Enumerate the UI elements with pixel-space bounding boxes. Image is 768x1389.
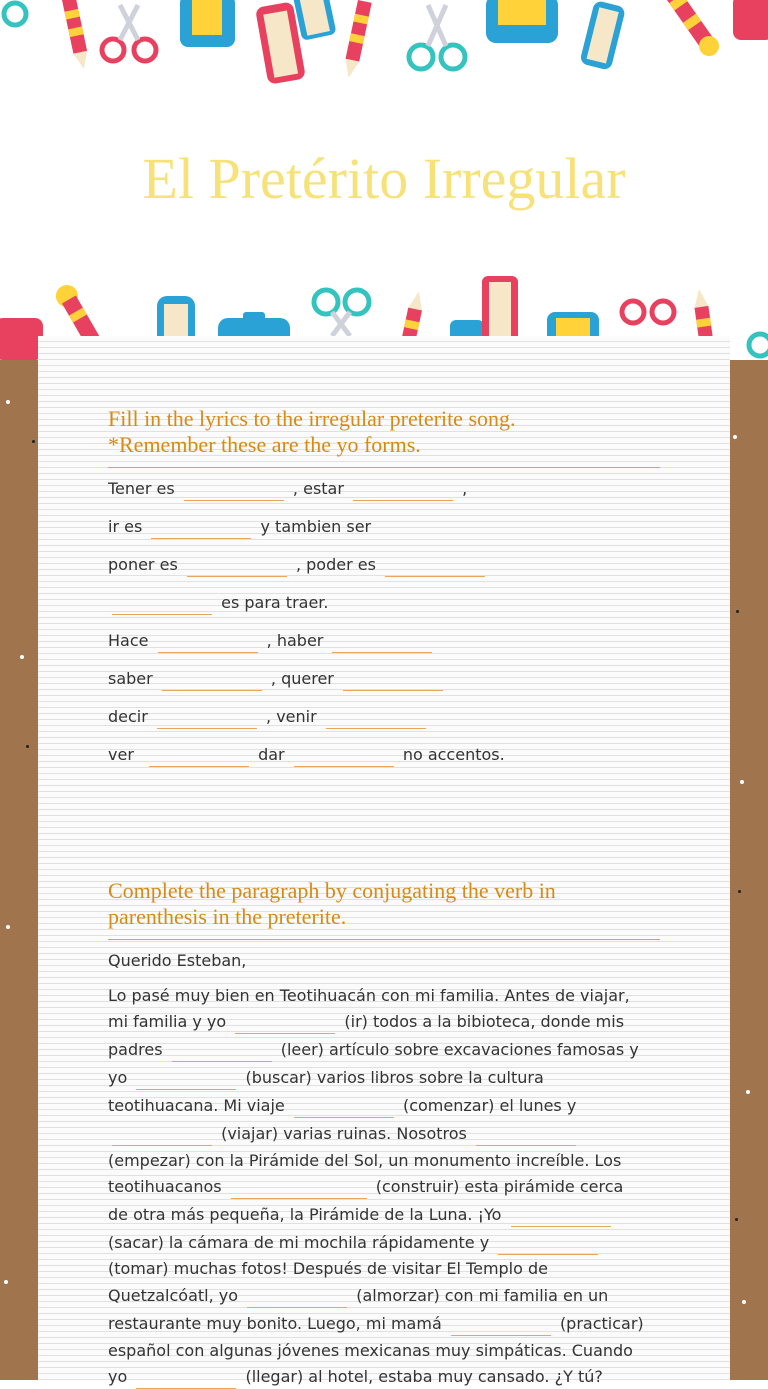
answer-blank[interactable] <box>184 478 284 501</box>
lyric-line-3 <box>108 554 489 576</box>
lyric-text: , estar <box>292 479 344 498</box>
lyric-line-6 <box>108 668 447 690</box>
answer-blank[interactable] <box>294 1095 394 1118</box>
answer-blank[interactable] <box>158 630 258 653</box>
answer-blank[interactable] <box>112 1123 212 1146</box>
answer-blank[interactable] <box>136 1067 236 1090</box>
lyric-text: Tener es <box>108 479 175 498</box>
backpack-icon <box>733 0 768 40</box>
section1-heading-line2: *Remember these are the yo forms. <box>108 432 421 457</box>
paragraph-text: (construir) esta pirámide cerca <box>375 1177 624 1196</box>
answer-blank[interactable] <box>235 1011 335 1034</box>
paragraph-text: teotihuacanos <box>108 1177 222 1196</box>
answer-blank[interactable] <box>172 1039 272 1062</box>
paragraph-line <box>108 1340 633 1362</box>
paragraph-text: (leer) artículo sobre excavaciones famosas y <box>280 1040 639 1059</box>
scissors-icon <box>749 334 768 356</box>
paragraph-line <box>108 1366 603 1388</box>
paragraph-text: (buscar) varios libros sobre la cultura <box>245 1068 544 1087</box>
paragraph-text: Lo pasé muy bien en Teotihuacán con mi familia. Antes de viajar, <box>108 986 630 1005</box>
answer-blank[interactable] <box>187 554 287 577</box>
lyric-text: , poder es <box>295 555 376 574</box>
answer-blank[interactable] <box>231 1176 367 1199</box>
pencil-icon <box>62 0 91 70</box>
paragraph-text: (ir) todos a la bibioteca, donde mis <box>344 1012 625 1031</box>
paragraph-line <box>108 1232 602 1254</box>
section2-heading-line2: parenthesis in the preterite. <box>108 904 347 929</box>
lyric-text: , venir <box>266 707 317 726</box>
scissors-icon <box>409 5 465 69</box>
answer-blank[interactable] <box>112 592 212 615</box>
answer-blank[interactable] <box>332 630 432 653</box>
paragraph-text: (empezar) con la Pirámide del Sol, un monumento increíble. Los <box>108 1151 622 1170</box>
paragraph-line <box>108 1067 544 1089</box>
section1-heading <box>108 406 660 458</box>
lyric-text: Hace <box>108 631 149 650</box>
paragraph-line <box>108 985 630 1007</box>
section2-heading-line1: Complete the paragraph by conjugating the verb in <box>108 878 556 903</box>
lyric-line-5 <box>108 630 436 652</box>
answer-blank[interactable] <box>326 706 426 729</box>
paragraph-line <box>108 1313 644 1335</box>
paragraph-text: (comenzar) el lunes y <box>402 1096 577 1115</box>
paragraph-text: (practicar) <box>559 1314 644 1333</box>
answer-blank[interactable] <box>151 516 251 539</box>
answer-blank[interactable] <box>162 668 262 691</box>
answer-blank[interactable] <box>385 554 485 577</box>
answer-blank[interactable] <box>498 1232 598 1255</box>
answer-blank[interactable] <box>476 1123 576 1146</box>
lyric-line-4 <box>108 592 328 614</box>
pencil-icon <box>342 0 372 79</box>
answer-blank[interactable] <box>343 668 443 691</box>
paragraph-text: (sacar) la cámara de mi mochila rápidamente y <box>108 1233 490 1252</box>
letter-greeting: Querido Esteban, <box>108 951 247 970</box>
lyric-text: , querer <box>270 669 334 688</box>
lyric-line-8 <box>108 744 505 766</box>
worksheet-paper <box>38 336 730 1386</box>
scissors-icon <box>102 5 156 61</box>
paragraph-text: (viajar) varias ruinas. Nosotros <box>221 1124 467 1143</box>
paragraph-line <box>108 1011 624 1033</box>
paragraph-text: (tomar) muchas fotos! Después de visitar El Templo de <box>108 1259 548 1278</box>
book-icon <box>292 0 337 41</box>
lyric-text: ir es <box>108 517 143 536</box>
header-banner <box>0 0 768 360</box>
paragraph-line <box>108 1176 623 1198</box>
paragraph-text: (llegar) al hotel, estaba muy cansado. ¿Y tú? <box>245 1367 603 1386</box>
lyric-line-1 <box>108 478 467 500</box>
answer-blank[interactable] <box>353 478 453 501</box>
paragraph-text: español con algunas jóvenes mexicanas muy simpáticas. Cuando <box>108 1341 633 1360</box>
paragraph-text: Quetzalcóatl, yo <box>108 1286 239 1305</box>
answer-blank[interactable] <box>136 1366 236 1389</box>
scissors-icon <box>314 290 369 336</box>
paragraph-text: yo <box>108 1068 128 1087</box>
paragraph-text: restaurante muy bonito. Luego, mi mamá <box>108 1314 442 1333</box>
paragraph-text: teotihuacana. Mi viaje <box>108 1096 285 1115</box>
paragraph-line <box>108 1123 580 1145</box>
lyric-text: , haber <box>266 631 324 650</box>
lyric-line-2 <box>108 516 371 538</box>
paragraph-text: mi familia y yo <box>108 1012 227 1031</box>
pencil-icon <box>658 0 723 60</box>
book-icon <box>579 0 626 71</box>
paragraph-line <box>108 1285 608 1307</box>
lyric-text: , <box>462 479 468 498</box>
paragraph-text: yo <box>108 1367 128 1386</box>
paragraph-line <box>108 1258 548 1280</box>
section1-heading-line1: Fill in the lyrics to the irregular preterite song. <box>108 406 516 431</box>
backpack-icon <box>486 0 558 43</box>
lyric-text: poner es <box>108 555 178 574</box>
scissors-icon <box>4 3 26 25</box>
backpack-icon <box>180 0 235 47</box>
answer-blank[interactable] <box>451 1313 551 1336</box>
scissors-icon <box>622 301 674 323</box>
lyric-text: no accentos. <box>402 745 505 764</box>
section1-divider <box>108 467 660 468</box>
answer-blank[interactable] <box>247 1285 347 1308</box>
section2-divider <box>108 939 660 940</box>
section2-heading <box>108 878 660 930</box>
lyric-text: dar <box>258 745 285 764</box>
answer-blank[interactable] <box>511 1204 611 1227</box>
paragraph-line <box>108 1204 615 1226</box>
page-title: El Pretérito Irregular <box>142 146 626 211</box>
answer-blank[interactable] <box>157 706 257 729</box>
lyric-text: saber <box>108 669 153 688</box>
lyric-text: y tambien ser <box>260 517 372 536</box>
paragraph-text: (almorzar) con mi familia en un <box>356 1286 609 1305</box>
lyric-line-7 <box>108 706 430 728</box>
backpack-icon <box>0 318 43 360</box>
answer-blank[interactable] <box>149 744 249 767</box>
paragraph-text: padres <box>108 1040 163 1059</box>
paragraph-line <box>108 1039 639 1061</box>
paragraph-line <box>108 1095 576 1117</box>
lyric-text: decir <box>108 707 148 726</box>
paragraph-text: de otra más pequeña, la Pirámide de la Luna. ¡Yo <box>108 1205 502 1224</box>
lyric-text: ver <box>108 745 134 764</box>
paragraph-line <box>108 1150 621 1172</box>
lyric-text: es para traer. <box>221 593 329 612</box>
answer-blank[interactable] <box>294 744 394 767</box>
